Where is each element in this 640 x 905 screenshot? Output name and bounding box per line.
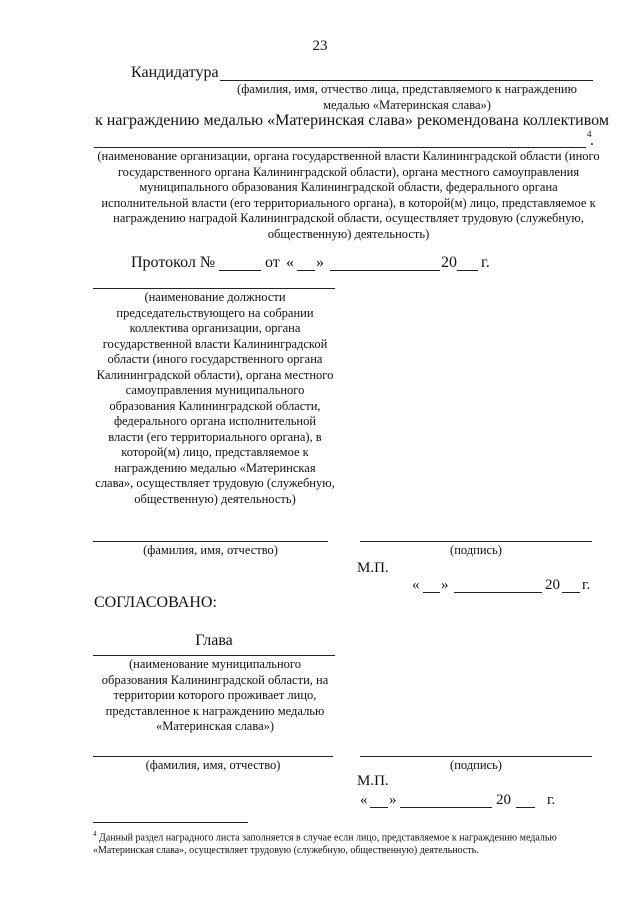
recommended-text: к награждению медалью «Материнская слава» рекомендована коллективом [95,112,609,129]
footnote-number: 4 [93,830,97,838]
stamp-label-1: М.П. [357,560,389,576]
footnote [93,828,603,857]
date2-open: « [360,792,368,808]
footnote-text: Данный раздел наградного листа заполняется в случае если лицо, представляемое к награждению медалью «Материнская слава», осуществляет трудовую (служебную, общественную) деятельность. [93,832,557,857]
date2-day-line[interactable] [370,807,388,808]
chair-name-hint: (фамилия, имя, отчество) [143,543,278,557]
protocol-year-prefix: 20 [441,254,457,271]
date1-year-suffix: г. [582,577,591,593]
chair-signature-line[interactable] [360,541,592,542]
protocol-label: Протокол № [131,254,216,271]
date1-year-line[interactable] [562,592,580,593]
protocol-date-open: « [286,254,294,271]
date1-day-line[interactable] [423,592,440,593]
footnote-separator [93,822,248,823]
organization-fill-line[interactable] [94,147,586,148]
date2-year-line[interactable] [516,807,535,808]
date2-year-suffix: г. [547,792,556,808]
agreed-title: СОГЛАСОВАНО: [94,594,217,611]
protocol-year-line[interactable] [457,270,478,271]
date1-month-line[interactable] [454,592,542,593]
date2-month-line[interactable] [400,807,492,808]
date1-open: « [412,577,420,593]
head-name-hint: (фамилия, имя, отчество) [145,758,281,772]
chair-name-line[interactable] [93,541,328,542]
date1-close: » [441,577,449,593]
chair-position-hint: (наименование должности председательствующего на собрании коллектива организации, органа государственной власти Калининградской области (иного государственного органа Калининградской области), органа местного самоуправления муниципального образования Калининградской области, федерального органа исполнительной власти (его территориального органа), в которой(м) лицо, представляемое к награждению медалью «Материнская слава», осуществляет трудовую (служебную, общественную) деятельность) [95,290,335,506]
protocol-from: от [265,254,280,271]
municipality-line[interactable] [93,655,335,656]
head-signature-line[interactable] [360,756,592,757]
date2-year-prefix: 20 [496,792,511,808]
candidacy-fill-line[interactable] [220,80,593,81]
footnote-ref-4: 4 [587,129,592,139]
protocol-day-line[interactable] [297,270,315,271]
date2-close: » [389,792,397,808]
candidacy-label: Кандидатура [131,64,219,81]
protocol-month-line[interactable] [330,270,440,271]
protocol-number-line[interactable] [219,270,261,271]
protocol-date-close: » [316,254,324,271]
head-label: Глава [195,632,233,649]
head-name-line[interactable] [93,756,333,757]
municipality-hint: (наименование муниципального образования Калининградской области, на территории которого проживает лицо, представленное к награждению медалью «Материнская слава») [101,657,329,733]
chair-signature-hint: (подпись) [450,543,502,557]
organization-hint: (наименование организации, органа государственной власти Калининградской области (иного государственного органа Калининградской области), органа местного самоуправления муниципального образования Калининградской области, федерального органа исполнительной власти (его территориального органа), в которой(м) лицо, представляемое к награждению наградой Калининградской области, осуществляет трудовую (служебную, общественную) деятельность) [97,149,600,241]
date1-year-prefix: 20 [545,577,560,593]
candidacy-hint: (фамилия, имя, отчество лица, представляемого к награждению медалью «Материнская слава») [237,82,577,112]
page-number: 23 [312,38,328,54]
stamp-label-2: М.П. [357,773,389,789]
head-signature-hint: (подпись) [450,758,502,772]
chair-position-line[interactable] [93,288,335,289]
recommended-period: . [590,132,594,149]
protocol-year-suffix: г. [481,254,490,271]
